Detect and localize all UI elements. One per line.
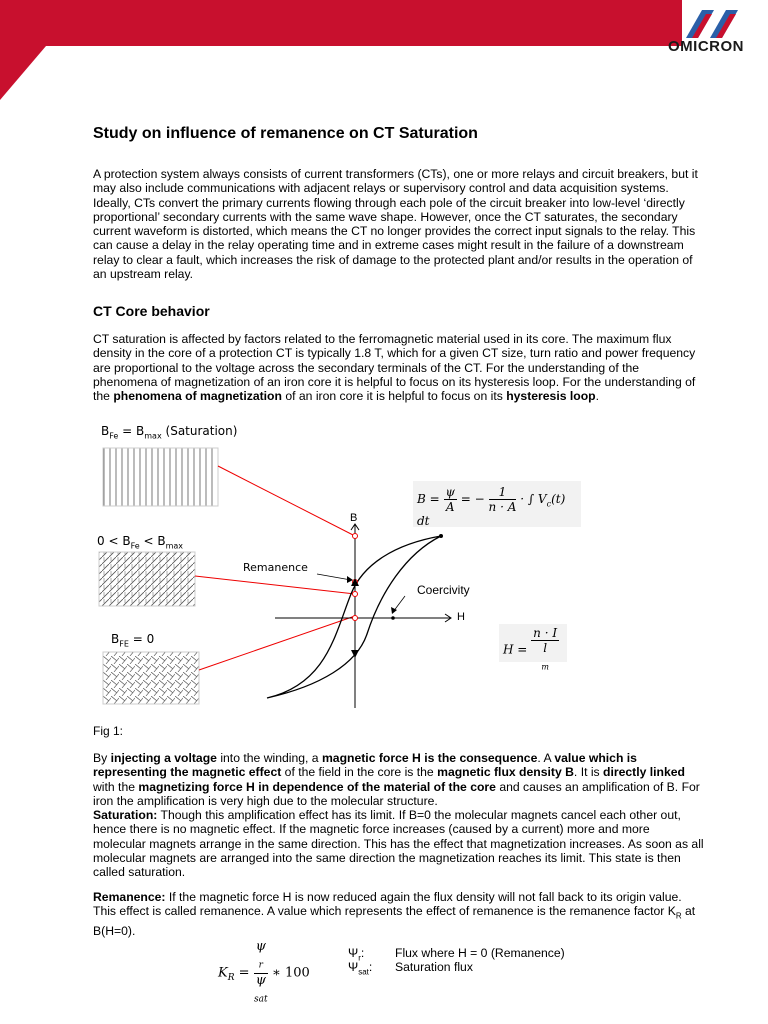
legend-psi-sat: $\Psi_{sat}$: <box>348 960 373 977</box>
legend-psi-sat-text: Saturation flux <box>395 960 473 974</box>
remanence-factor-formula: $K_R$ = ψ $_r$ ψ $_{sat}$ ∗ 100 <box>218 939 310 1005</box>
equation-h: H = n · I l $_m$ <box>499 624 567 662</box>
brand-name: OMICRON <box>668 38 744 55</box>
marker-mid <box>353 592 358 597</box>
marker-zero <box>353 616 358 621</box>
label-zero: $B_{FE} = 0$ <box>111 632 155 649</box>
core-behavior-paragraph: CT saturation is affected by factors related to the ferromagnetic material used in its core. The maximum flux density in the core of a protection CT is typically 1.8 T, which for a given CT size, turn ratio and power frequency are proportional to the voltage across the secondary terminals of the CT. For the understanding of the phenomena of magnetization of an iron core it is helpful to focus on its hysteresis loop. For the understanding of the phenomena of magnetization of an iron core it is helpful to focus on its hysteresis loop. <box>93 332 696 404</box>
header-red-triangle <box>0 46 46 100</box>
saturation-paragraph: Saturation: Though this amplification effect has its limit. If B=0 the molecular magnets cancel each other out, hence there is no magnetic effect. If the magnetic force increases (caused by a current) more and more molecular magnets arrange in the same direction. This has the effect that magnetization increases. As soon as all molecular magnets are arranged into the same direction the magnetization reaches its limit. This state is then called saturation. <box>93 808 704 880</box>
section-heading: CT Core behavior <box>93 303 210 319</box>
hysteresis-figure <box>95 424 585 714</box>
domain-image-zero <box>103 652 199 704</box>
legend-psi-r: $\Psi_r$: <box>348 946 365 963</box>
legend-psi-r-text: Flux where H = 0 (Remanence) <box>395 946 565 960</box>
intro-paragraph: A protection system always consists of current transformers (CTs), one or more relays and circuit breakers, but it may also include communications with adjacent relays or supervisory control and data acquisition systems. Ideally, CTs convert the primary currents flowing through each pole of the circuit breaker into low-level ‘directly proportional’ secondary currents with the same wave shape. However, once the CT saturates, the secondary current waveform is distorted, which means the CT no longer provides the correct input signals to the relay. This can cause a delay in the relay operating time and in extreme cases might result in the failure of a downstream relay to clear a fault, which increases the risk of damage to the protected plant and/or results in the operation of an upstream relay. <box>93 167 698 282</box>
h-axis-label: H <box>457 611 465 623</box>
magnetization-paragraph: By injecting a voltage into the winding, a magnetic force H is the consequence. A value which is representing the magnetic effect of the field in the core is the magnetic flux density B. It is directly linked with the magnetizing force H in dependence of the material of the core and causes an amplification of B. For iron the amplification is very high due to the molecular structure. <box>93 751 700 808</box>
marker-saturation <box>353 534 358 539</box>
label-partial: $0 < B_{Fe} < B_{max}$ <box>97 534 184 551</box>
connector-remanence <box>195 576 355 594</box>
domain-image-partial <box>99 552 195 606</box>
equation-b: B = $\frac{\psi}{A}$ = − $\frac{1}{n \cdot A}$ · ∫ $V_c(t)$ dt <box>413 481 581 527</box>
header-red-band <box>0 0 682 46</box>
document-title: Study on influence of remanence on CT Saturation <box>93 125 478 142</box>
b-axis-label: B <box>350 512 358 524</box>
remanence-paragraph: Remanence: If the magnetic force H is now reduced again the flux density will not fall back to its origin value. This effect is called remanence. A value which represents the effect of remanence is the remanence factor $K_R$ at B(H=0). <box>93 890 696 939</box>
connector-saturation <box>218 466 358 536</box>
omicron-logo-icon <box>684 6 740 40</box>
label-bfe-bmax: $B_{Fe} = B_{max}$ (Saturation) <box>101 424 238 441</box>
coercivity-label: Coercivity <box>417 583 470 597</box>
domain-image-saturation <box>103 448 218 506</box>
figure-caption: Fig 1: <box>93 724 124 738</box>
remanence-label: Remanence <box>243 561 308 574</box>
